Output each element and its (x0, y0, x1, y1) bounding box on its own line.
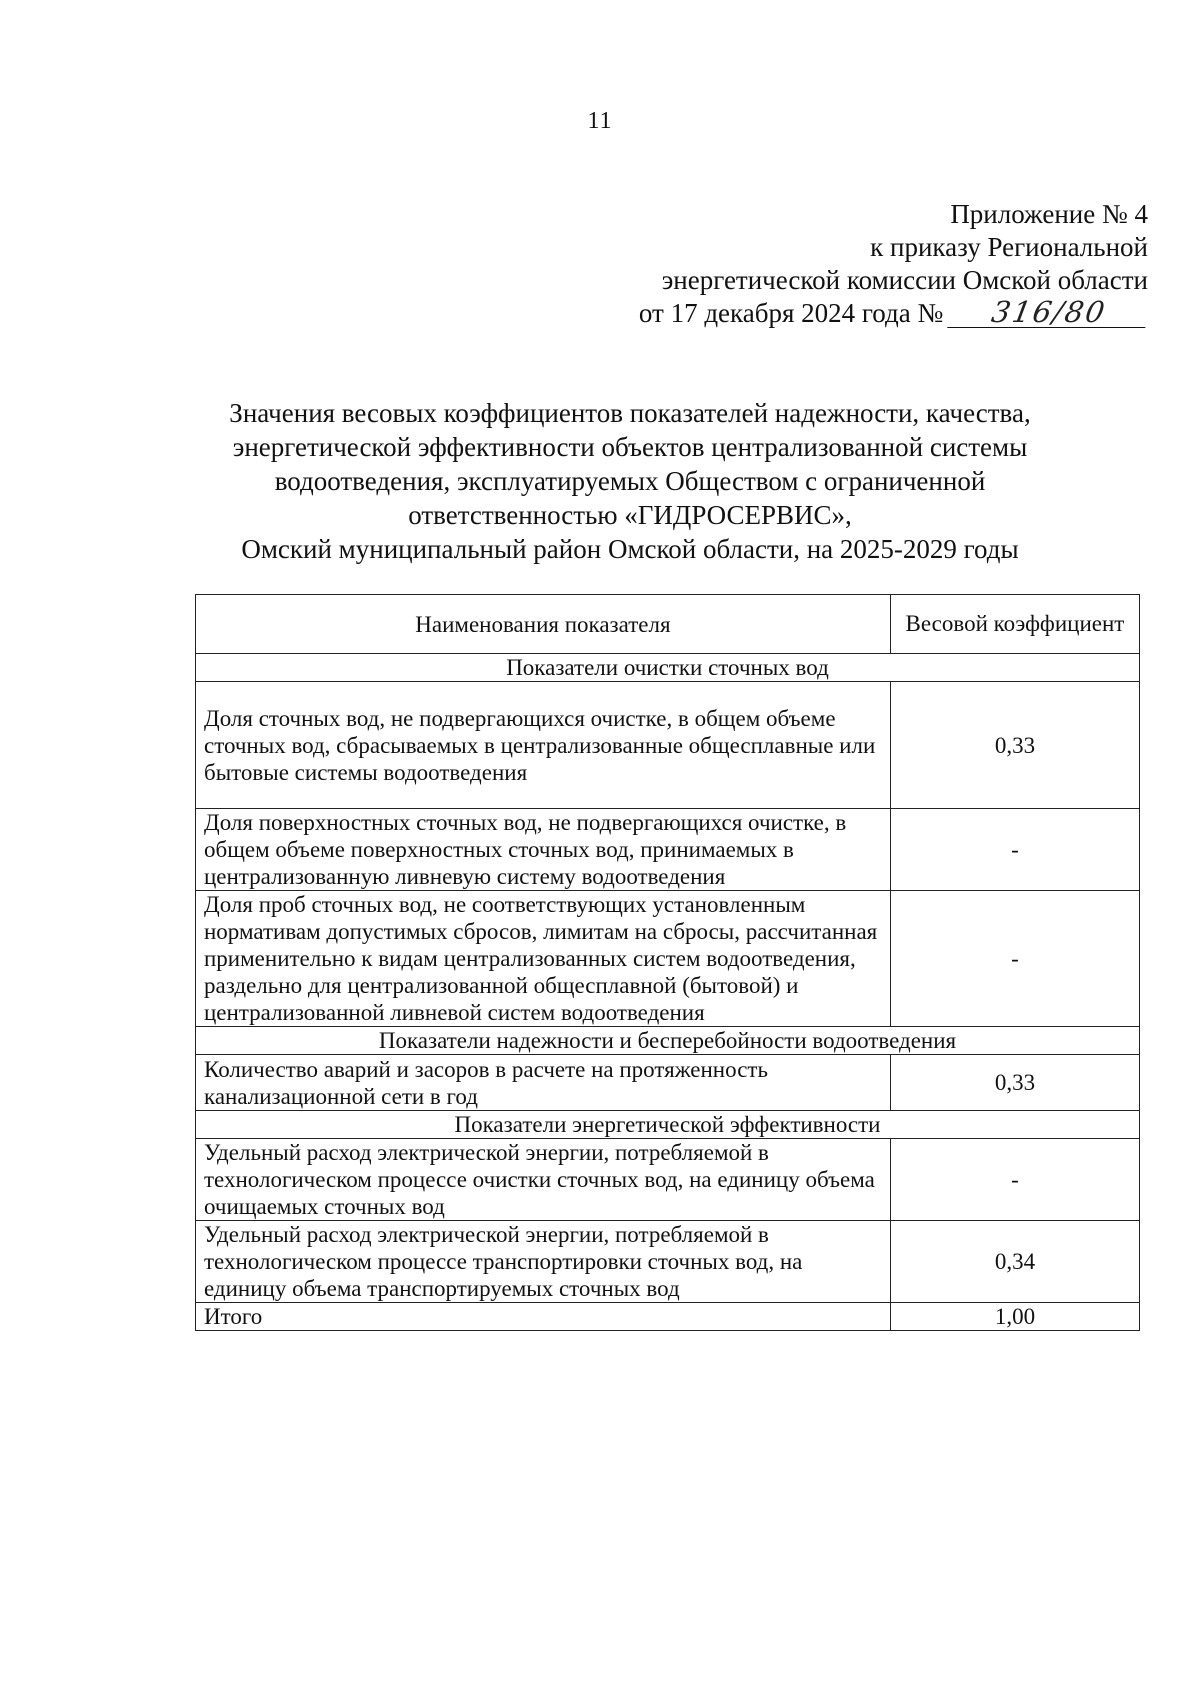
title-line-4: ответственностью «ГИДРОСЕРВИС», (408, 500, 852, 530)
indicator-weight: 0,33 (890, 682, 1139, 809)
section-title: Показатели надежности и бесперебойности водоотведения (196, 1027, 1140, 1055)
table-row (196, 1221, 1140, 1303)
indicator-weight: - (890, 1139, 1139, 1221)
page-number: 11 (587, 108, 613, 134)
indicator-name: Удельный расход электрической энергии, потребляемой в технологическом процессе транспортировки сточных вод, на единицу объема транспортируемых сточных вод (196, 1221, 891, 1303)
indicator-weight: - (890, 891, 1139, 1027)
indicator-weight: 0,33 (890, 1055, 1139, 1111)
title-line-5: Омский муниципальный район Омской области, на 2025-2029 годы (241, 534, 1019, 564)
document-title (170, 396, 1090, 566)
table-row (196, 809, 1140, 891)
total-row (196, 1303, 1140, 1331)
section-title: Показатели энергетической эффективности (196, 1111, 1140, 1139)
indicator-weight: - (890, 809, 1139, 891)
appendix-order-ref: к приказу Региональной (870, 232, 1148, 262)
indicator-weight: 0,34 (890, 1221, 1139, 1303)
section-title: Показатели очистки сточных вод (196, 654, 1140, 682)
indicator-name: Удельный расход электрической энергии, потребляемой в технологическом процессе очистки сточных вод, на единицу объема очищаемых сточных вод (196, 1139, 891, 1221)
table-row (196, 682, 1140, 809)
section-row (196, 654, 1140, 682)
appendix-order-date (639, 297, 1148, 330)
appendix-title: Приложение № 4 (950, 199, 1148, 229)
total-value: 1,00 (890, 1303, 1139, 1331)
order-date-label: от 17 декабря 2024 года № (638, 298, 944, 328)
weights-table (195, 594, 1140, 1331)
indicator-name: Количество аварий и засоров в расчете на протяженность канализационной сети в год (196, 1055, 891, 1111)
table-row (196, 1139, 1140, 1221)
table-row (196, 891, 1140, 1027)
total-label: Итого (196, 1303, 891, 1331)
title-line-3: водоотведения, эксплуатируемых Обществом с ограниченной (274, 466, 986, 496)
header-weight: Весовой коэффициент (890, 595, 1139, 654)
table-header-row (196, 595, 1140, 654)
section-row (196, 1111, 1140, 1139)
section-row (196, 1027, 1140, 1055)
indicator-name: Доля сточных вод, не подвергающихся очистке, в общем объеме сточных вод, сбрасываемых в централизованные общесплавные или бытовые системы водоотведения (196, 682, 891, 809)
title-line-1: Значения весовых коэффициентов показателей надежности, качества, (229, 398, 1031, 428)
appendix-authority: энергетической комиссии Омской области (661, 265, 1148, 295)
title-line-2: энергетической эффективности объектов централизованной системы (232, 432, 1028, 462)
table-row (196, 1055, 1140, 1111)
indicator-name: Доля поверхностных сточных вод, не подвергающихся очистке, в общем объеме поверхностных сточных вод, принимаемых в централизованную ливневую систему водоотведения (196, 809, 891, 891)
header-indicator-name: Наименования показателя (196, 595, 891, 654)
indicator-name: Доля проб сточных вод, не соответствующих установленным нормативам допустимых сбросов, лимитам на сбросы, рассчитанная применительно к видам централизованных систем водоотведения, раздельно для централизованной общесплавной (бытовой) и централизованной ливневой систем водоотведения (196, 891, 891, 1027)
handwritten-order-number: 316/80 (947, 297, 1150, 328)
appendix-block (639, 198, 1148, 330)
